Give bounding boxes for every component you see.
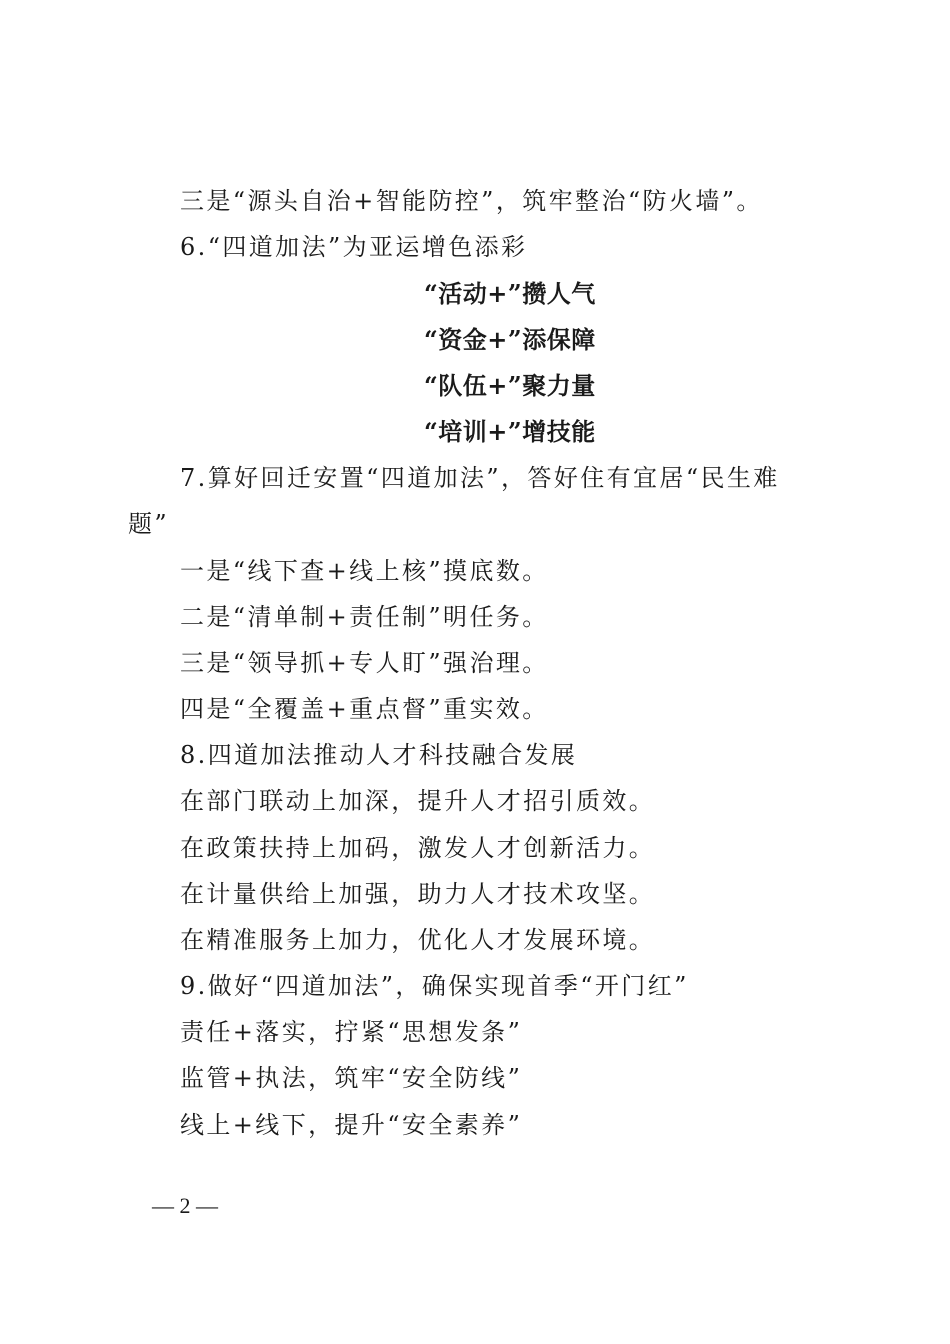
body-line: 责任+落实，拧紧“思想发条” xyxy=(180,1018,523,1046)
body-line: 在精准服务上加力，优化人才发展环境。 xyxy=(180,926,656,954)
bold-subheading: “活动+”攒人气 xyxy=(424,279,596,308)
body-line: 在政策扶持上加码，激发人才创新活力。 xyxy=(180,834,656,862)
bold-subheading: “资金+”添保障 xyxy=(424,325,596,354)
section-heading-continuation: 题” xyxy=(128,510,170,538)
section-heading: 9.做好“四道加法”，确保实现首季“开门红” xyxy=(180,972,689,1000)
bold-subheading: “队伍+”聚力量 xyxy=(424,371,596,400)
body-line: 线上+线下，提升“安全素养” xyxy=(180,1111,523,1139)
section-heading: 7.算好回迁安置“四道加法”，答好住有宜居“民生难 xyxy=(180,464,780,492)
page-number: — 2 — xyxy=(152,1193,218,1218)
body-line: 在部门联动上加深，提升人才招引质效。 xyxy=(180,787,656,815)
body-line: 一是“线下查+线上核”摸底数。 xyxy=(180,557,549,585)
section-heading: 8.四道加法推动人才科技融合发展 xyxy=(180,741,578,769)
body-line: 三是“领导抓+专人盯”强治理。 xyxy=(180,649,549,677)
body-line: 四是“全覆盖+重点督”重实效。 xyxy=(180,695,549,723)
body-line: 监管+执法，筑牢“安全防线” xyxy=(180,1064,523,1092)
body-line: 在计量供给上加强，助力人才技术攻坚。 xyxy=(180,880,656,908)
section-heading: 6.“四道加法”为亚运增色添彩 xyxy=(180,233,528,261)
body-line: 二是“清单制+责任制”明任务。 xyxy=(180,603,549,631)
bold-subheading: “培训+”增技能 xyxy=(424,417,596,446)
body-line: 三是“源头自治+智能防控”，筑牢整治“防火墙”。 xyxy=(180,187,763,215)
